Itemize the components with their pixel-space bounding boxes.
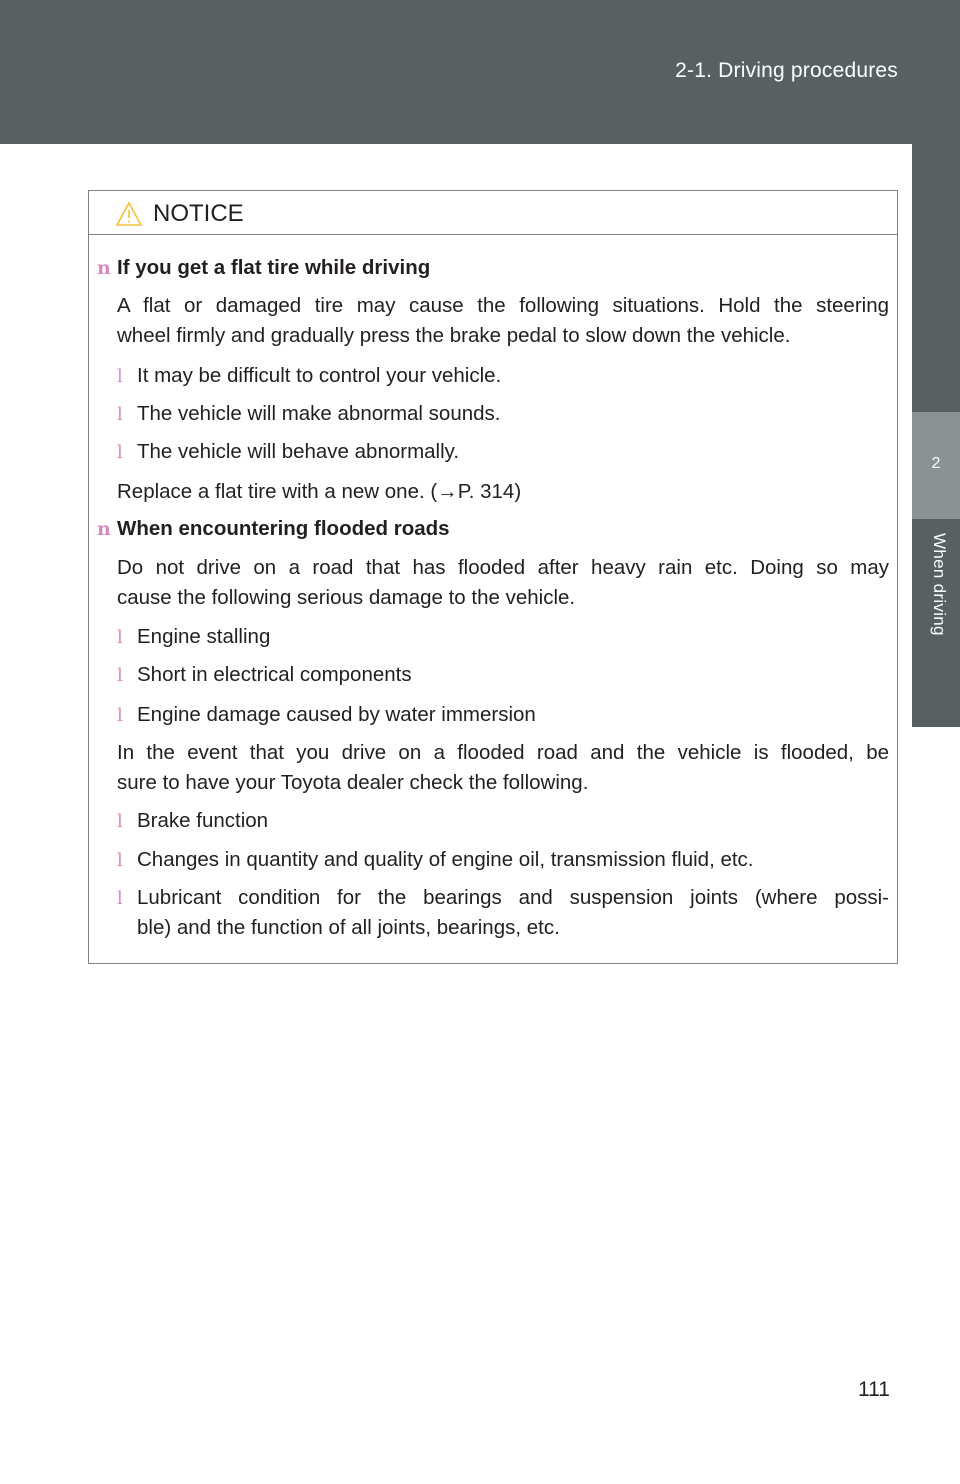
list-item: l Lubricant condition for the bearings and suspension joints (where possi- xyxy=(137,883,889,913)
bullet-marker: l xyxy=(117,627,123,648)
list-item: l Brake function xyxy=(137,806,268,836)
list-item: l Engine damage caused by water immersion xyxy=(137,700,536,730)
bullet-marker: l xyxy=(117,705,123,726)
side-tab-top xyxy=(912,144,960,412)
list-item: l The vehicle will make abnormal sounds. xyxy=(137,399,500,429)
section-heading: n If you get a flat tire while driving xyxy=(117,253,430,283)
bullet-marker: l xyxy=(117,442,123,463)
section-marker: n xyxy=(97,518,111,540)
paragraph-line: Replace a flat tire with a new one. (→P. 314) xyxy=(117,480,522,503)
notice-box xyxy=(88,190,898,964)
bullet-marker: l xyxy=(117,366,123,387)
bullet-marker: l xyxy=(117,665,123,686)
list-item: l It may be difficult to control your vehicle. xyxy=(137,361,501,391)
notice-label: NOTICE xyxy=(153,200,244,227)
bullet-marker: l xyxy=(117,404,123,425)
list-item-continuation: ble) and the function of all joints, bearings, etc. xyxy=(137,916,560,939)
section-heading: n When encountering flooded roads xyxy=(117,514,450,544)
paragraph-line: wheel firmly and gradually press the brake pedal to slow down the vehicle. xyxy=(117,324,791,347)
page-number: 111 xyxy=(858,1378,890,1401)
list-item: l Short in electrical components xyxy=(137,660,412,690)
chapter-title: When driving xyxy=(930,533,949,636)
section-title: 2-1. Driving procedures xyxy=(675,59,898,82)
paragraph-line: A flat or damaged tire may cause the following situations. Hold the steering xyxy=(117,294,889,317)
bullet-marker: l xyxy=(117,850,123,871)
paragraph-line: Do not drive on a road that has flooded after heavy rain etc. Doing so may xyxy=(117,556,889,579)
paragraph-line: In the event that you drive on a flooded road and the vehicle is flooded, be xyxy=(117,741,889,764)
bullet-marker: l xyxy=(117,888,123,909)
bullet-marker: l xyxy=(117,811,123,832)
notice-header xyxy=(89,191,897,235)
paragraph-line: cause the following serious damage to the vehicle. xyxy=(117,586,576,609)
page-header xyxy=(0,0,960,144)
chapter-number-tab: 2 xyxy=(912,412,960,519)
list-item: l Engine stalling xyxy=(137,622,270,652)
list-item: l The vehicle will behave abnormally. xyxy=(137,437,459,467)
list-item: l Changes in quantity and quality of engine oil, transmission fluid, etc. xyxy=(137,845,754,875)
section-marker: n xyxy=(97,257,111,279)
warning-triangle-icon xyxy=(115,201,143,227)
paragraph-line: sure to have your Toyota dealer check the following. xyxy=(117,771,589,794)
